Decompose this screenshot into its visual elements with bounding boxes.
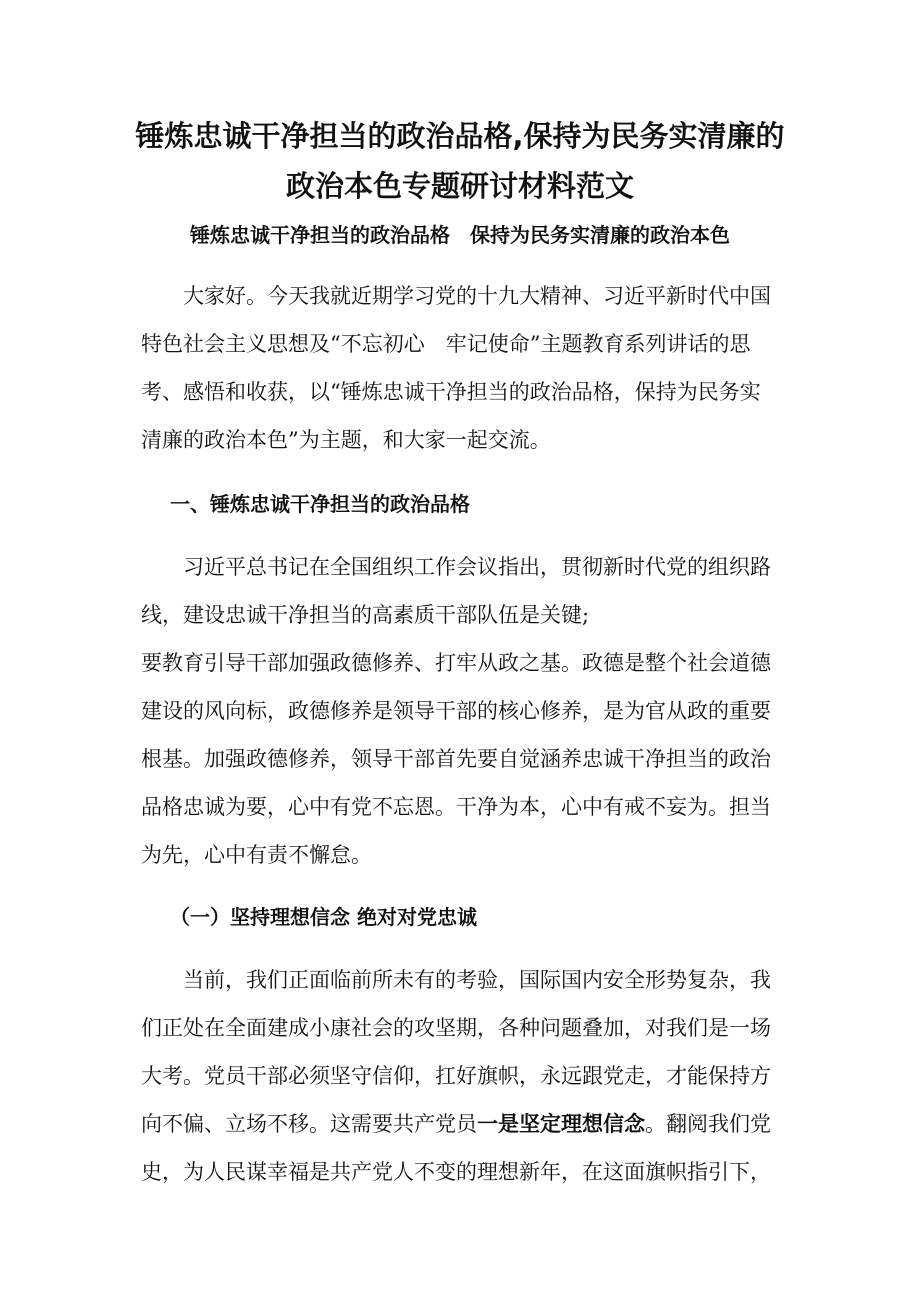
paragraph-line: 建设的风向标，政德修养是领导干部的核心修养，是为官从政的重要 [141, 699, 771, 723]
line-text: 。翻阅我们党 [645, 1112, 771, 1136]
subsection-1-heading: （一）坚持理想信念 绝对对党忠诚 [170, 905, 477, 929]
paragraph-line: 习近平总书记在全国组织工作会议指出，贯彻新时代党的组织路 [183, 555, 771, 579]
paragraph-line: 大考。党员干部必须坚守信仰，扛好旗帜，永远跟党走，才能保持方 [141, 1064, 771, 1088]
paragraph-line: 根基。加强政德修养，领导干部首先要自觉涵养忠诚干净担当的政治 [141, 747, 771, 771]
paragraph-line: 们正处在全面建成小康社会的攻坚期，各种问题叠加，对我们是一场 [141, 1016, 771, 1040]
intro-line: 考、感悟和收获，以“锤炼忠诚干净担当的政治品格，保持为民务实 [141, 380, 761, 404]
intro-line: 特色社会主义思想及“不忘初心 牢记使命”主题教育系列讲话的思 [141, 332, 751, 356]
section-1-paragraph-2 [141, 639, 781, 879]
paragraph-line: 史，为人民谋幸福是共产党人不变的理想新年，在这面旗帜指引下， [141, 1160, 771, 1184]
emphasis-text: 一是坚定理想信念 [477, 1112, 645, 1136]
subsection-1-paragraph [141, 956, 781, 1196]
paragraph-line: 当前，我们正面临前所未有的考验，国际国内安全形势复杂，我 [183, 968, 771, 992]
intro-line: 大家好。今天我就近期学习党的十九大精神、习近平新时代中国 [183, 284, 771, 308]
section-1-heading: 一、锤炼忠诚干净担当的政治品格 [170, 492, 470, 516]
paragraph-line: 线，建设忠诚干净担当的高素质干部队伍是关键; [141, 603, 590, 627]
paragraph-line: 品格忠诚为要，心中有党不忘恩。干净为本，心中有戒不妄为。担当 [141, 795, 771, 819]
paragraph-line: 要教育引导干部加强政德修养、打牢从政之基。政德是整个社会道德 [141, 651, 771, 675]
document-subtitle: 锤炼忠诚干净担当的政治品格 保持为民务实清廉的政治本色 [190, 223, 730, 247]
intro-line: 清廉的政治本色”为主题，和大家一起交流。 [141, 428, 551, 452]
section-1-paragraph-1 [141, 543, 781, 639]
paragraph-line: 为先，心中有责不懈怠。 [141, 843, 372, 867]
paragraph-line [141, 1100, 781, 1148]
document-title-line-1: 锤炼忠诚干净担当的政治品格,保持为民务实清廉的 [135, 119, 785, 153]
document-title-line-2: 政治本色专题研讨材料范文 [285, 169, 634, 203]
line-text: 向不偏、立场不移。这需要共产党员 [141, 1112, 477, 1136]
intro-paragraph [141, 272, 781, 464]
